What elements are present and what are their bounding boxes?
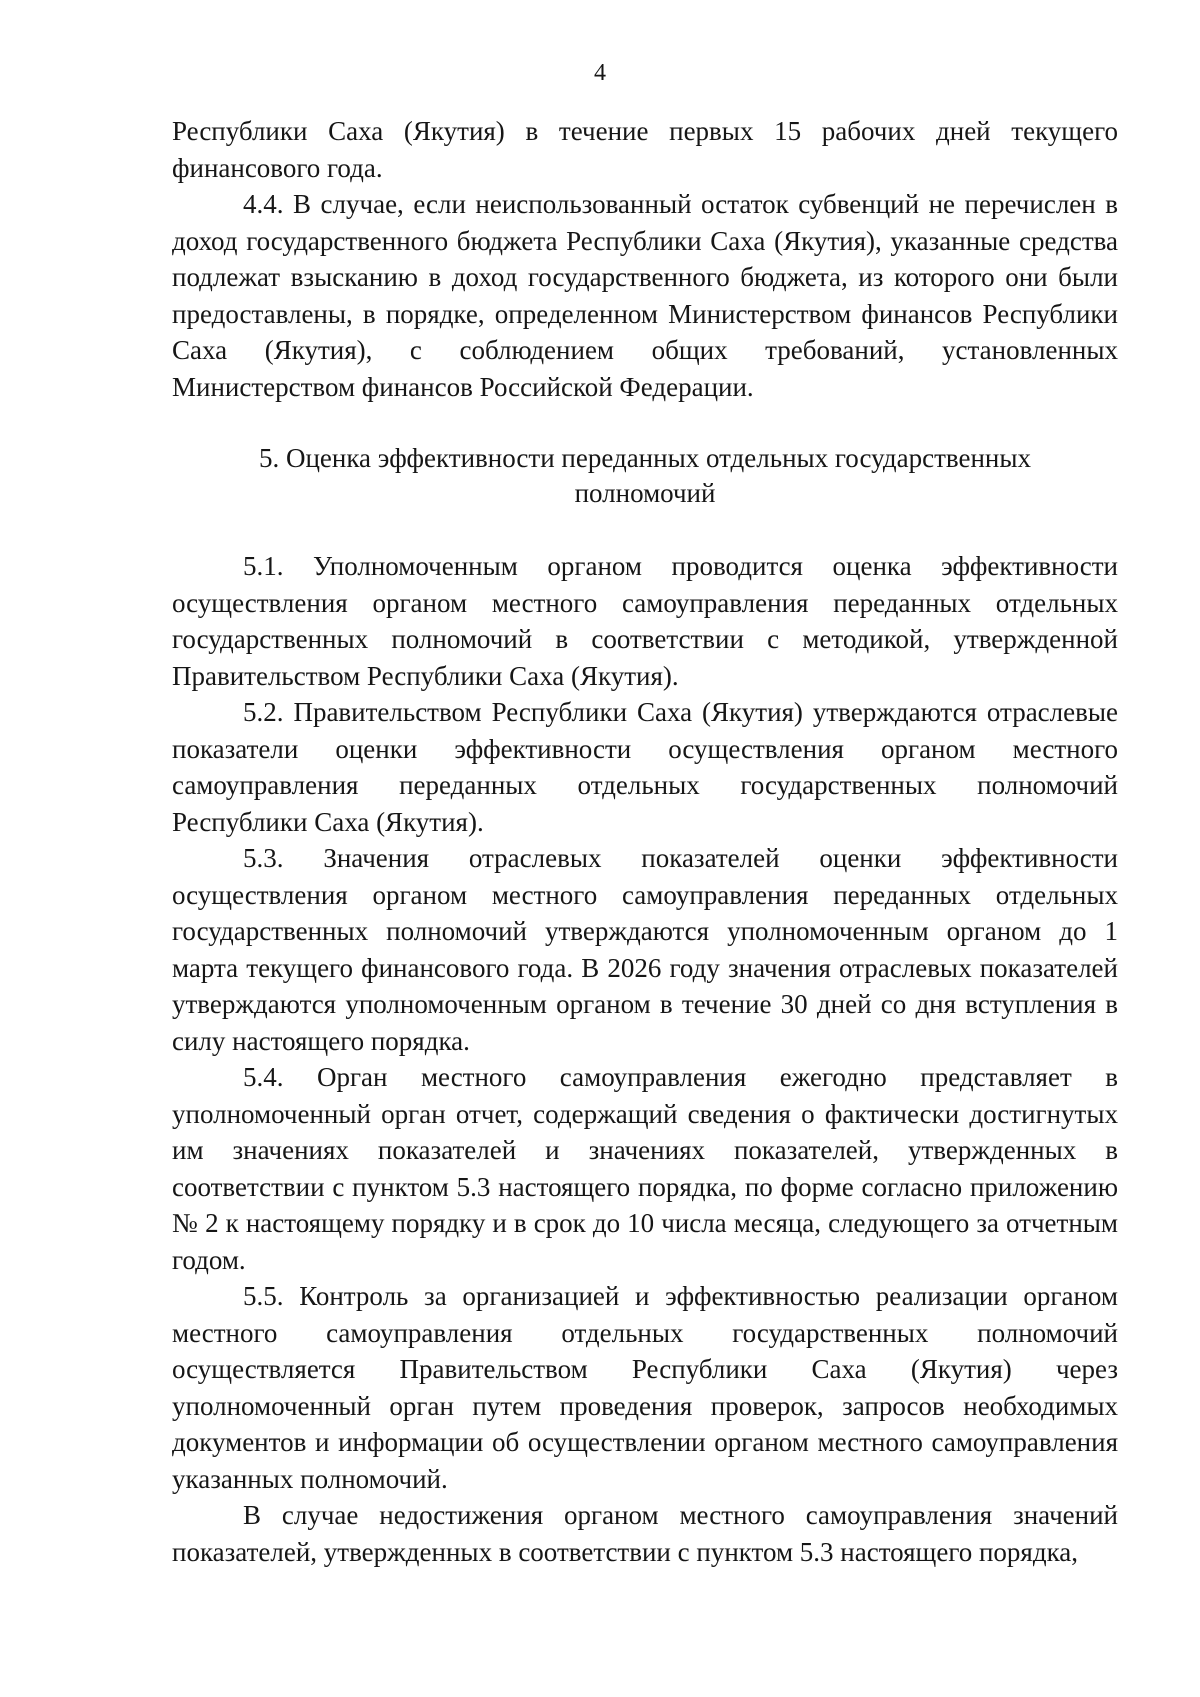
paragraph-5-3: 5.3. Значения отраслевых показателей оценки эффективности осуществления органом местного самоуправления переданных отдельных государственных полномочий утверждаются уполномоченным органом до 1 марта текущего финансового года. В 2026 году значения отраслевых показателей утверждаются уполномоченным органом в течение 30 дней со дня вступления в силу настоящего порядка. — [172, 843, 1118, 1056]
paragraph-5-1: 5.1. Уполномоченным органом проводится оценка эффективности осуществления органом местного самоуправления переданных отдельных государственных полномочий в соответствии с методикой, утвержденной Правительством Республики Саха (Якутия). — [172, 551, 1118, 691]
paragraph-4-4: 4.4. В случае, если неиспользованный остаток субвенций не перечислен в доход государственного бюджета Республики Саха (Якутия), указанные средства подлежат взысканию в доход государственного бюджета, из которого они были предоставлены, в порядке, определенном Министерством финансов Республики Саха (Якутия), с соблюдением общих требований, установленных Министерством финансов Российской Федерации. — [172, 189, 1118, 402]
paragraph-non-achievement: В случае недостижения органом местного самоуправления значений показателей, утвержденных в соответствии с пунктом 5.3 настоящего порядка, — [172, 1500, 1118, 1567]
paragraph-5-2: 5.2. Правительством Республики Саха (Якутия) утверждаются отраслевые показатели оценки эффективности осуществления органом местного самоуправления переданных отдельных государственных полномочий Республики Саха (Якутия). — [172, 697, 1118, 837]
paragraph-5-4: 5.4. Орган местного самоуправления ежегодно представляет в уполномоченный орган отчет, содержащий сведения о фактически достигнутых им значениях показателей и значениях показателей, утвержденных в соответствии с пунктом 5.3 настоящего порядка, по форме согласно приложению № 2 к настоящему порядку и в срок до 10 числа месяца, следующего за отчетным годом. — [172, 1062, 1118, 1275]
paragraph-continuation: Республики Саха (Якутия) в течение первых 15 рабочих дней текущего финансового года. — [172, 116, 1118, 183]
document-body — [172, 113, 1118, 1570]
paragraph-5-5: 5.5. Контроль за организацией и эффективностью реализации органом местного самоуправления отдельных государственных полномочий осуществляется Правительством Республики Саха (Якутия) через уполномоченный орган путем проведения проверок, запросов необходимых документов и информации об осуществлении органом местного самоуправления указанных полномочий. — [172, 1281, 1118, 1494]
section-heading: 5. Оценка эффективности переданных отдельных государственных полномочий — [258, 443, 1032, 508]
page-number: 4 — [594, 60, 606, 86]
